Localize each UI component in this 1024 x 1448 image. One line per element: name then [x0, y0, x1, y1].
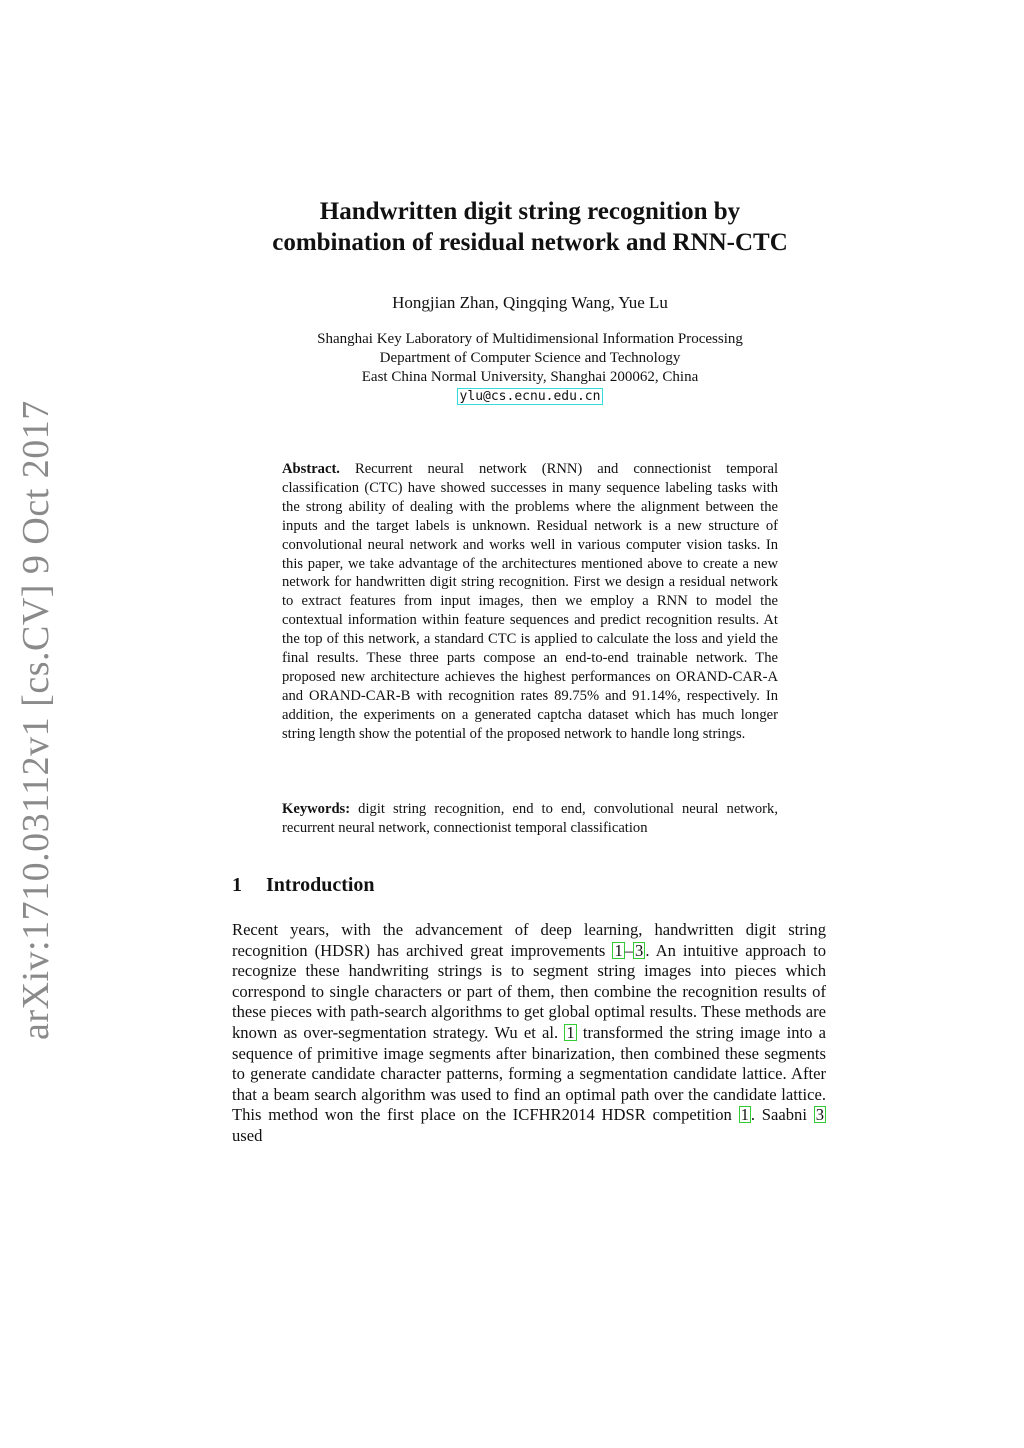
keywords	[282, 800, 778, 838]
citation-link[interactable]: 1	[740, 1105, 749, 1125]
intro-text-4: . Saabni	[750, 1105, 814, 1125]
section-heading-introduction	[232, 874, 375, 897]
abstract-text: Recurrent neural network (RNN) and connectionist temporal classification (CTC) have showed successes in many sequence labeling tasks with the strong ability of dealing with the problems where the alignment between the inputs and the target labels is unknown. Residual network is a new structure of convolutional neural network and works well in various computer vision tasks. In this paper, we take advantage of the architectures mentioned above to create a new network for handwritten digit string recognition. First we design a residual network to extract features from input images, then we employ a RNN to model the contextual information within feature sequences and predict recognition results. At the top of this network, a standard CTC is applied to calculate the loss and yield the final results. These three parts compose an end-to-end trainable network. The proposed new architecture achieves the highest performances on ORAND-CAR-A and ORAND-CAR-B with recognition rates 89.75% and 91.14%, respectively. In addition, the experiments on a generated captcha dataset which has much longer string length show the potential of the proposed network to handle long strings.	[282, 461, 779, 742]
intro-text-5: used	[232, 1125, 263, 1145]
arxiv-identifier: arXiv:1710.03112v1 [cs.CV] 9 Oct 2017	[15, 400, 57, 1040]
author-list: Hongjian Zhan, Qingqing Wang, Yue Lu	[392, 293, 668, 312]
affiliation-line-3: East China Normal University, Shanghai 200062, China	[361, 369, 699, 385]
intro-text-2: . An intuitive approach to recognize these handwriting strings is to segment string images into pieces which correspond to single characters or part of them, then combine the recognition results of these pieces with path-search algorithms to get global optimal results. These methods are known as over-segmentation strategy. Wu et al.	[232, 940, 826, 1042]
citation-link[interactable]: 1	[614, 940, 623, 960]
intro-text-1: Recent years, with the advancement of deep learning, handwritten digit string recognition (HDSR) has archived great improvements	[232, 920, 826, 960]
section-title: Introduction	[266, 874, 375, 896]
citation-link[interactable]: 3	[635, 940, 644, 960]
citation-link[interactable]: 1	[566, 1022, 575, 1042]
introduction-paragraph	[232, 920, 826, 1147]
abstract-label: Abstract.	[282, 461, 340, 477]
affiliation-block	[180, 330, 880, 406]
citation-link[interactable]: 3	[815, 1105, 825, 1125]
email-link[interactable]: ylu@cs.ecnu.edu.cn	[457, 388, 604, 405]
citation-range-dash: –	[624, 940, 634, 960]
paper-title	[180, 196, 880, 258]
keywords-label: Keywords:	[282, 801, 351, 817]
intro-text-3: transformed the string image into a sequence of primitive image segments after binarization, then combined these segments to generate candidate character patterns, forming a segmentation candidate lattice. After that a beam search algorithm was used to find an optimal path over the candidate lattice. This method won the first place on the ICFHR2014 HDSR competition	[232, 1022, 827, 1125]
abstract	[282, 460, 778, 744]
title-line-2: combination of residual network and RNN-CTC	[272, 229, 788, 256]
section-number: 1	[232, 874, 242, 896]
title-line-1: Handwritten digit string recognition by	[319, 198, 741, 225]
affiliation-line-1: Shanghai Key Laboratory of Multidimensional Information Processing	[317, 331, 743, 347]
affiliation-line-2: Department of Computer Science and Technology	[379, 350, 681, 366]
keywords-text: digit string recognition, end to end, convolutional neural network, recurrent neural network, connectionist temporal classification	[282, 801, 778, 836]
